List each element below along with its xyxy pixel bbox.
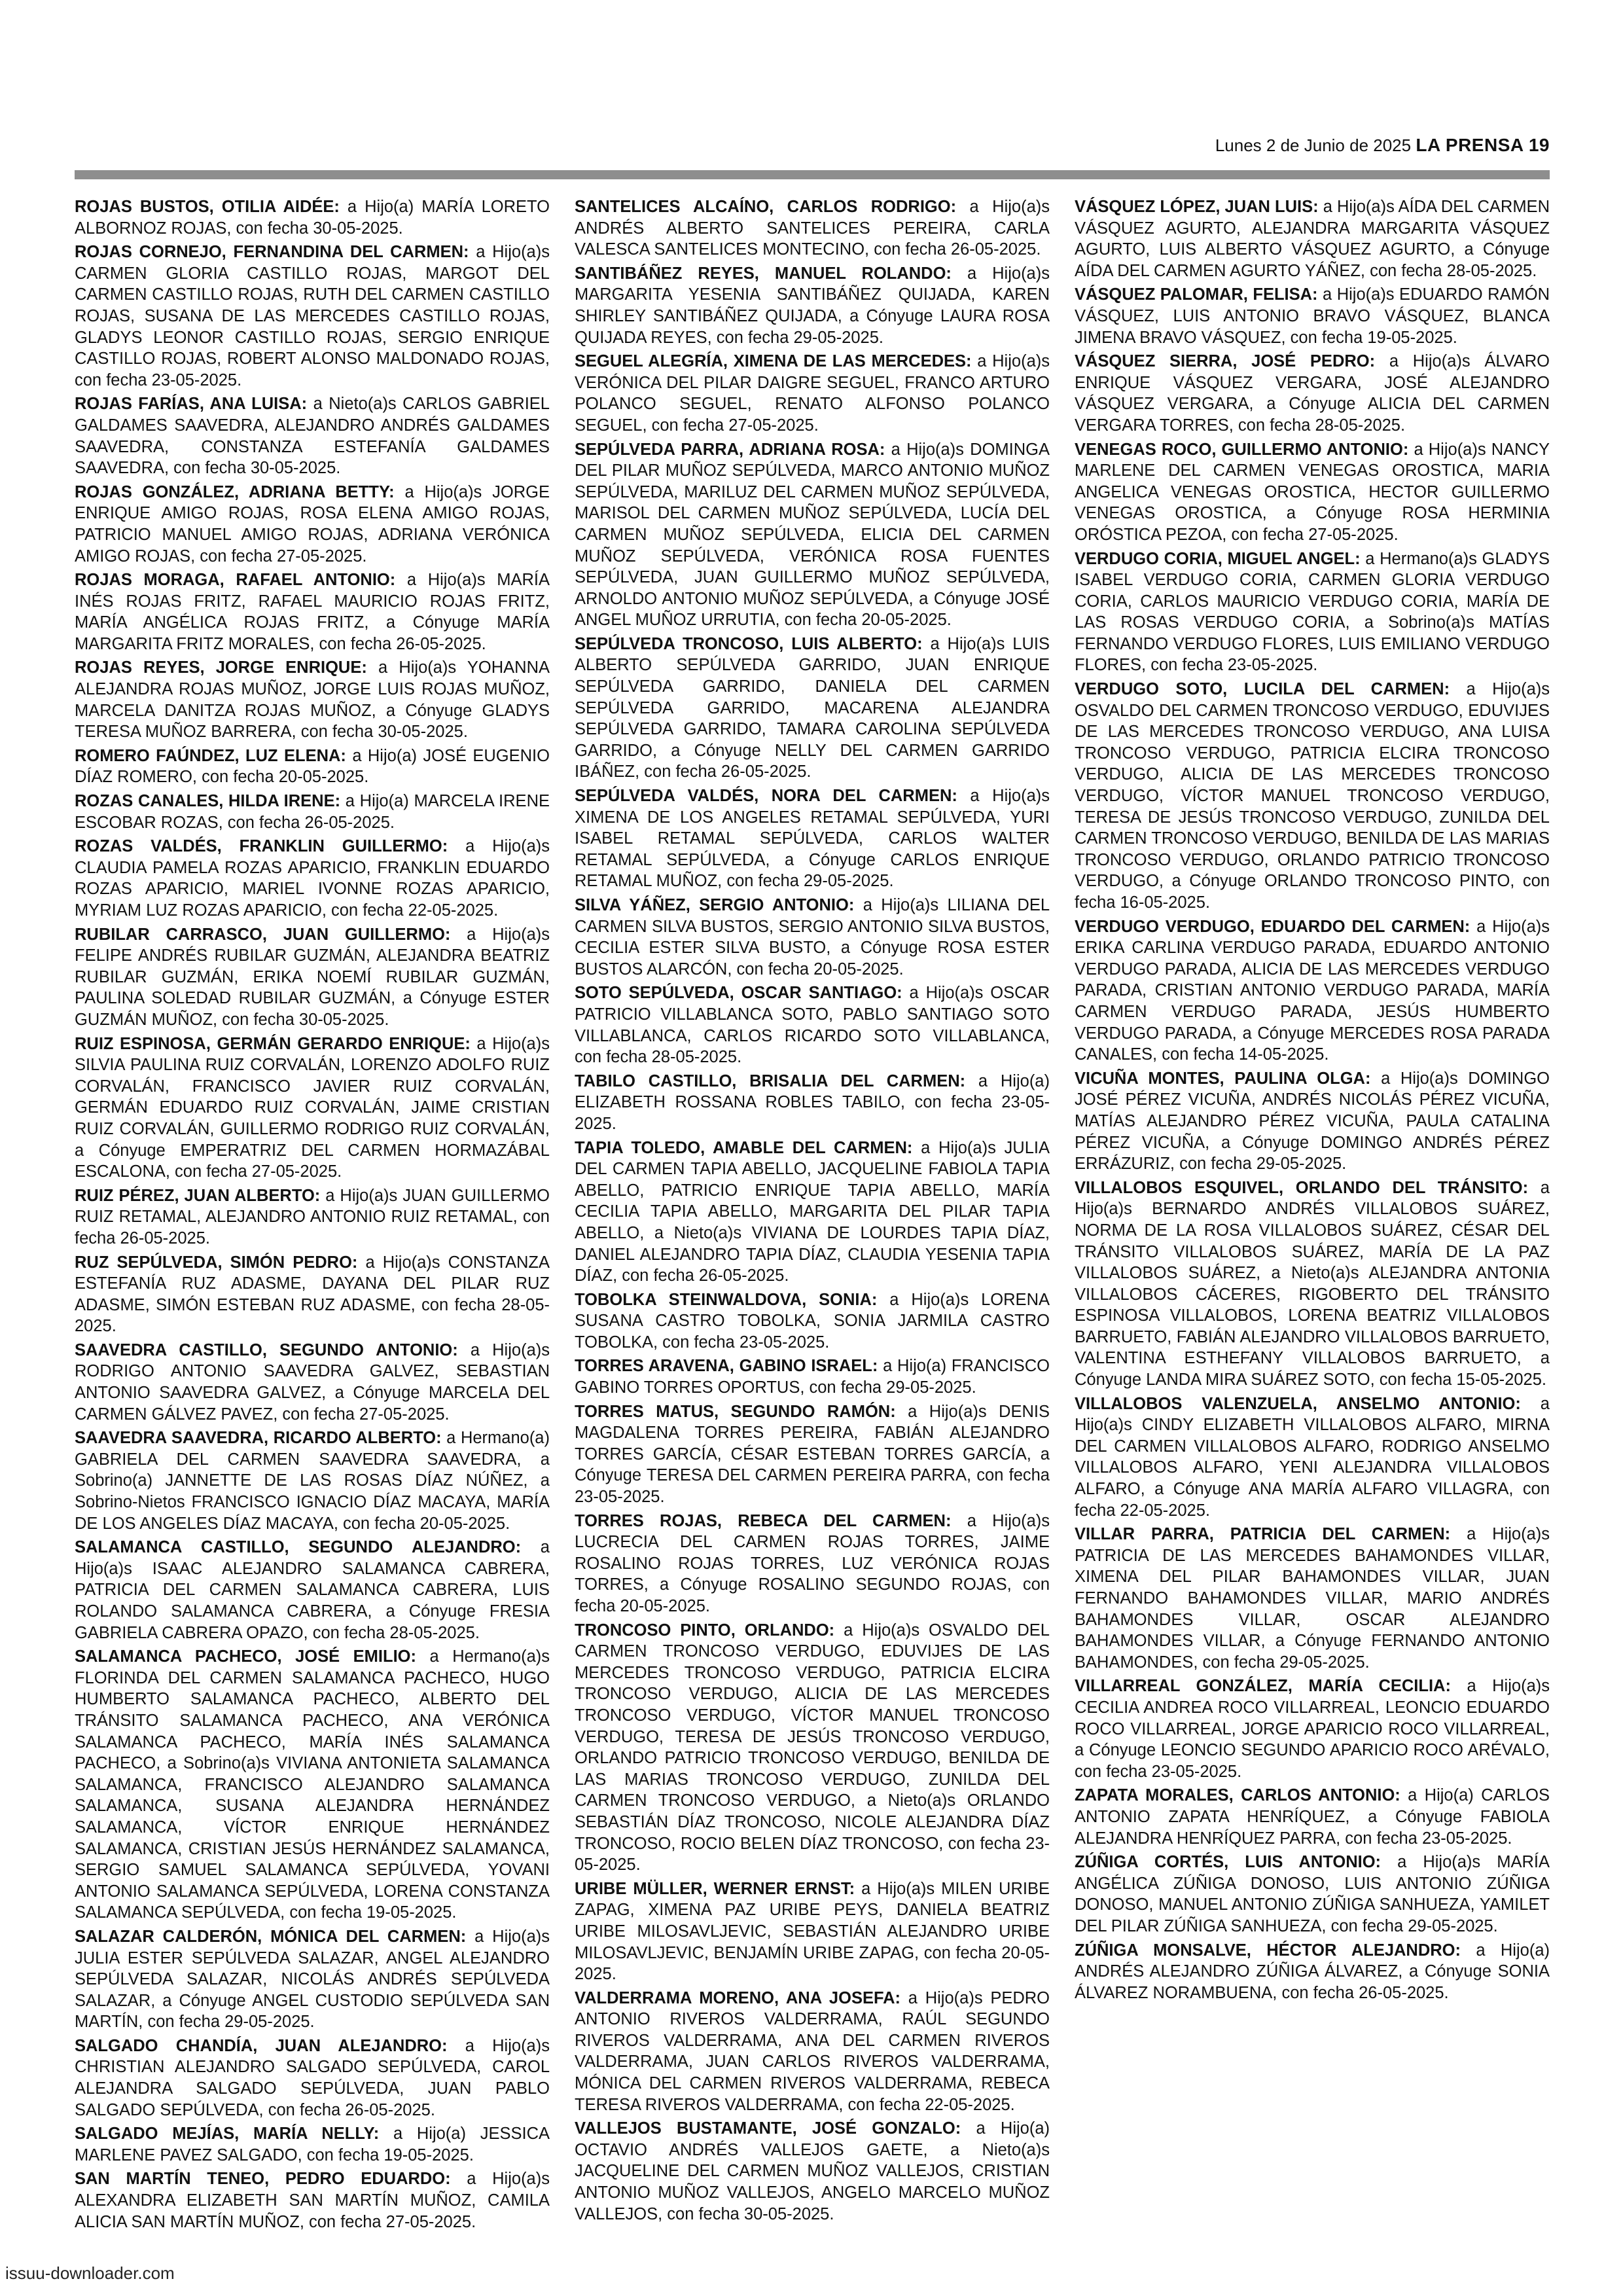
heirs-text: a Hijo(a)s CINDY ELIZABETH VILLALOBOS ALFARO, MIRNA DEL CARMEN VILLALOBOS ALFARO, RODRIGO ANSELMO VILLALOBOS ALFARO, YENI ALEJANDRA VILLALOBOS ALFARO, a Cónyuge ANA MARÍA ALFARO VILLAGRA, con fecha 22-05-2025. [1075, 1394, 1550, 1520]
heirs-text: a Hijo(a)s OSVALDO DEL CARMEN TRONCOSO VERDUGO, EDUVIJES DE LAS MERCEDES TRONCOSO VERDUGO, PATRICIA ELCIRA TRONCOSO VERDUGO, ALICIA DE LAS MERCEDES TRONCOSO VERDUGO, VÍCTOR MANUEL TRONCOSO VERDUGO, TERESA DE JESÚS TRONCOSO VERDUGO, ORLANDO PATRICIO TRONCOSO VERDUGO, BENILDA DE LAS MARIAS TRONCOSO VERDUGO, ZUNILDA DEL CARMEN TRONCOSO VERDUGO, a Nieto(a)s ORLANDO SEBASTIÁN DÍAZ TRONCOSO, NICOLE ALEJANDRA DÍAZ TRONCOSO, ROCIO BELEN DÍAZ TRONCOSO, con fecha 23-05-2025. [575, 1621, 1050, 1874]
heirs-text: a Hijo(a)s ANDRÉS ALBERTO SANTELICES PEREIRA, CARLA VALESCA SANTELICES MONTECINO, con fecha 26-05-2025. [575, 198, 1050, 259]
heirs-text: a Hijo(a)s ISAAC ALEJANDRO SALAMANCA CABRERA, PATRICIA DEL CARMEN SALAMANCA CABRERA, LUIS ROLANDO SALAMANCA CABRERA, a Cónyuge FRESIA GABRIELA CABRERA OPAZO, con fecha 28-05-2025. [75, 1538, 550, 1642]
heirs-text: a Hijo(a)s CARMEN GLORIA CASTILLO ROJAS, MARGOT DEL CARMEN CASTILLO ROJAS, RUTH DEL CARMEN CASTILLO ROJAS, SUSANA DE LAS MERCEDES CASTILLO ROJAS, GLADYS LEONOR CASTILLO ROJAS, SERGIO ENRIQUE CASTILLO ROJAS, ROBERT ALONSO MALDONADO ROJAS, con fecha 23-05-2025. [75, 243, 550, 389]
notice-entry [575, 1289, 1050, 1354]
heirs-text: a Hijo(a)s FELIPE ANDRÉS RUBILAR GUZMÁN, ALEJANDRA BEATRIZ RUBILAR GUZMÁN, ERIKA NOEMÍ RUBILAR GUZMÁN, PAULINA SOLEDAD RUBILAR GUZMÁN, a Cónyuge ESTER GUZMÁN MUÑOZ, con fecha 30-05-2025. [75, 925, 550, 1029]
deceased-name: VERDUGO SOTO, LUCILA DEL CARMEN: [1075, 680, 1450, 699]
deceased-name: SEPÚLVEDA TRONCOSO, LUIS ALBERTO: [575, 634, 923, 653]
column-1 [75, 196, 550, 2231]
notice-entry [75, 1427, 550, 1534]
page-header [75, 134, 1550, 156]
deceased-name: RUBILAR CARRASCO, JUAN GUILLERMO: [75, 925, 451, 944]
deceased-name: SALAMANCA PACHECO, JOSÉ EMILIO: [75, 1647, 416, 1666]
heirs-text: a Hermano(a) GABRIELA DEL CARMEN SAAVEDRA SAAVEDRA, a Sobrino(a) JANNETTE DE LAS ROSAS DÍAZ NÚÑEZ, a Sobrino-Nietos FRANCISCO IGNACIO DÍAZ MACAYA, MARÍA DE LOS ANGELES DÍAZ MACAYA, con fecha 20-05-2025. [75, 1429, 550, 1533]
notice-entry [75, 1185, 550, 1249]
deceased-name: SAN MARTÍN TENEO, PEDRO EDUARDO: [75, 2170, 451, 2189]
heirs-text: a Hijo(a)s YOHANNA ALEJANDRA ROJAS MUÑOZ, JORGE LUIS ROJAS MUÑOZ, MARCELA DANITZA ROJAS MUÑOZ, a Cónyuge GLADYS TERESA MUÑOZ BARRERA, con fecha 30-05-2025. [75, 658, 550, 742]
deceased-name: SEGUEL ALEGRÍA, XIMENA DE LAS MERCEDES: [575, 352, 972, 371]
heirs-text: a Hijo(a)s MILEN URIBE ZAPAG, XIMENA PAZ URIBE PEYS, DANIELA BEATRIZ URIBE MILOSAVLJEVIC, SEBASTIÁN ALEJANDRO URIBE MILOSAVLJEVIC, BENJAMÍN URIBE ZAPAG, con fecha 20-05-2025. [575, 1879, 1050, 1984]
heirs-text: a Hijo(a)s NANCY MARLENE DEL CARMEN VENEGAS OROSTICA, MARIA ANGELICA VENEGAS OROSTICA, HECTOR GUILLERMO VENEGAS OROSTICA, a Cónyuge ROSA HERMINIA ORÓSTICA PEZOA, con fecha 27-05-2025. [1075, 440, 1550, 544]
deceased-name: TAPIA TOLEDO, AMABLE DEL CARMEN: [575, 1138, 913, 1157]
deceased-name: TRONCOSO PINTO, ORLANDO: [575, 1621, 835, 1640]
notice-entry [75, 1033, 550, 1183]
deceased-name: VENEGAS ROCO, GUILLERMO ANTONIO: [1075, 440, 1409, 459]
notice-entry [1075, 916, 1550, 1066]
deceased-name: ROMERO FAÚNDEZ, LUZ ELENA: [75, 746, 346, 765]
heirs-text: a Hijo(a) CARLOS ANTONIO ZAPATA HENRÍQUEZ, a Cónyuge FABIOLA ALEJANDRA HENRÍQUEZ PARRA, con fecha 23-05-2025. [1075, 1786, 1550, 1848]
notice-entry [575, 634, 1050, 783]
notice-entry [575, 785, 1050, 892]
notice-entry [75, 2036, 550, 2121]
deceased-name: SALGADO CHANDÍA, JUAN ALEJANDRO: [75, 2036, 448, 2055]
deceased-name: SANTELICES ALCAÍNO, CARLOS RODRIGO: [575, 198, 957, 216]
heirs-text: a Hijo(a)s CECILIA ANDREA ROCO VILLARREAL, LEONCIO EDUARDO ROCO VILLARREAL, JORGE APARICIO ROCO VILLARREAL, a Cónyuge LEONCIO SEGUNDO APARICIO ROCO ARÉVALO, con fecha 23-05-2025. [1075, 1677, 1550, 1781]
deceased-name: VILLALOBOS ESQUIVEL, ORLANDO DEL TRÁNSITO: [1075, 1178, 1529, 1197]
deceased-name: VILLARREAL GONZÁLEZ, MARÍA CECILIA: [1075, 1677, 1451, 1696]
deceased-name: VILLALOBOS VALENZUELA, ANSELMO ANTONIO: [1075, 1394, 1521, 1413]
notice-entry [75, 924, 550, 1031]
notice-entry [575, 351, 1050, 436]
deceased-name: ROJAS BUSTOS, OTILIA AIDÉE: [75, 198, 340, 216]
notice-entry [75, 1537, 550, 1643]
notice-entry [75, 1340, 550, 1425]
notice-entry [575, 1071, 1050, 1135]
deceased-name: VÁSQUEZ LÓPEZ, JUAN LUIS: [1075, 198, 1319, 216]
heirs-text: a Hijo(a) JOSÉ EUGENIO DÍAZ ROMERO, con fecha 20-05-2025. [75, 746, 550, 787]
deceased-name: ZÚÑIGA MONSALVE, HÉCTOR ALEJANDRO: [1075, 1941, 1461, 1960]
notice-entry [1075, 351, 1550, 436]
notice-entry [75, 393, 550, 478]
deceased-name: SILVA YÁÑEZ, SERGIO ANTONIO: [575, 896, 855, 914]
column-2 [575, 196, 1050, 2223]
deceased-name: ROJAS FARÍAS, ANA LUISA: [75, 395, 308, 414]
heirs-text: a Hijo(a)s VERÓNICA DEL PILAR DAIGRE SEGUEL, FRANCO ARTURO POLANCO SEGUEL, RENATO ALFONSO POLANCO SEGUEL, con fecha 27-05-2025. [575, 352, 1050, 435]
deceased-name: SALAMANCA CASTILLO, SEGUNDO ALEJANDRO: [75, 1538, 522, 1557]
heirs-text: a Hijo(a)s ÁLVARO ENRIQUE VÁSQUEZ VERGARA, JOSÉ ALEJANDRO VÁSQUEZ VERGARA, a Cónyuge ALICIA DEL CARMEN VERGARA TORRES, con fecha 28-05-2025. [1075, 352, 1550, 435]
deceased-name: SALGADO MEJÍAS, MARÍA NELLY: [75, 2125, 380, 2144]
heirs-text: a Hijo(a)s JULIA DEL CARMEN TAPIA ABELLO, JACQUELINE FABIOLA TAPIA ABELLO, PATRICIO ENRIQUE TAPIA ABELLO, MARÍA CECILIA TAPIA ABELLO, MARGARITA DEL PILAR TAPIA ABELLO, a Nieto(a)s VIVIANA DE LOURDES TAPIA DÍAZ, DANIEL ALEJANDRO TAPIA DÍAZ, CLAUDIA YESENIA TAPIA DÍAZ, con fecha 26-05-2025. [575, 1138, 1050, 1285]
deceased-name: ZAPATA MORALES, CARLOS ANTONIO: [1075, 1786, 1400, 1805]
deceased-name: ROZAS CANALES, HILDA IRENE: [75, 792, 341, 811]
heirs-text: a Hermano(a)s GLADYS ISABEL VERDUGO CORIA, CARMEN GLORIA VERDUGO CORIA, CARLOS MAURICIO VERDUGO CORIA, MARÍA DE LAS ROSAS VERDUGO CORIA, a Sobrino(a)s MATÍAS FERNANDO VERDUGO FLORES, LUIS EMILIANO VERDUGO FLORES, con fecha 23-05-2025. [1075, 549, 1550, 675]
deceased-name: TORRES ARAVENA, GABINO ISRAEL: [575, 1357, 878, 1376]
notice-entry [75, 1926, 550, 2033]
deceased-name: ROJAS GONZÁLEZ, ADRIANA BETTY: [75, 482, 395, 501]
notice-entry [575, 1355, 1050, 1398]
heirs-text: a Hijo(a)s LUIS ALBERTO SEPÚLVEDA GARRIDO, JUAN ENRIQUE SEPÚLVEDA GARRIDO, DANIELA DEL CARMEN SEPÚLVEDA GARRIDO, MACARENA ALEJANDRA SEPÚLVEDA GARRIDO, TAMARA CAROLINA SEPÚLVEDA GARRIDO, a Cónyuge NELLY DEL CARMEN GARRIDO IBÁÑEZ, con fecha 26-05-2025. [575, 634, 1050, 781]
notice-entry [575, 263, 1050, 348]
notice-entry [575, 2118, 1050, 2225]
deceased-name: VÁSQUEZ PALOMAR, FELISA: [1075, 285, 1318, 304]
notice-entry [1075, 1177, 1550, 1391]
notice-entry [1075, 548, 1550, 677]
notice-entry [1075, 679, 1550, 914]
column-3 [1075, 196, 1550, 2199]
notice-entry [1075, 196, 1550, 281]
header-rule [75, 170, 1550, 179]
heirs-text: a Hijo(a) JESSICA MARLENE PAVEZ SALGADO, con fecha 19-05-2025. [75, 2125, 550, 2164]
heirs-text: a Hijo(a)s MARÍA ANGÉLICA ZÚÑIGA DONOSO, LUIS ANTONIO ZÚÑIGA DONOSO, MANUEL ANTONIO ZÚÑIGA SANHUEZA, YAMILET DEL PILAR ZÚÑIGA SANHUEZA, con fecha 29-05-2025. [1075, 1853, 1550, 1935]
deceased-name: SEPÚLVEDA PARRA, ADRIANA ROSA: [575, 440, 885, 459]
notice-entry [1075, 284, 1550, 348]
notice-entry [75, 1646, 550, 1924]
deceased-name: RUIZ ESPINOSA, GERMÁN GERARDO ENRIQUE: [75, 1034, 471, 1053]
heirs-text: a Hijo(a)s CONSTANZA ESTEFANÍA RUZ ADASME, DAYANA DEL PILAR RUZ ADASME, SIMÓN ESTEBAN RUZ ADASME, con fecha 28-05-2025. [75, 1253, 550, 1336]
heirs-text: a Hijo(a)s JUAN GUILLERMO RUIZ RETAMAL, ALEJANDRO ANTONIO RUIZ RETAMAL, con fecha 26-05-2025. [75, 1186, 550, 1247]
heirs-text: a Hijo(a)s JULIA ESTER SEPÚLVEDA SALAZAR, ANGEL ALEJANDRO SEPÚLVEDA SALAZAR, NICOLÁS ANDRÉS SEPÚLVEDA SALAZAR, a Cónyuge ANGEL CUSTODIO SEPÚLVEDA SAN MARTÍN, con fecha 29-05-2025. [75, 1927, 550, 2032]
notice-entry [575, 982, 1050, 1067]
notice-entry [75, 2123, 550, 2166]
heirs-text: a Hijo(a)s ALEXANDRA ELIZABETH SAN MARTÍN MUÑOZ, CAMILA ALICIA SAN MARTÍN MUÑOZ, con fecha 27-05-2025. [75, 2170, 550, 2231]
heirs-text: a Hijo(a)s MARGARITA YESENIA SANTIBÁÑEZ QUIJADA, KAREN SHIRLEY SANTIBÁÑEZ QUIJADA, a Cónyuge LAURA ROSA QUIJADA REYES, con fecha 29-05-2025. [575, 264, 1050, 347]
heirs-text: a Hijo(a)s CLAUDIA PAMELA ROZAS APARICIO, FRANKLIN EDUARDO ROZAS APARICIO, MARIEL IVONNE ROZAS APARICIO, MYRIAM LUZ ROZAS APARICIO, con fecha 22-05-2025. [75, 837, 550, 920]
issue-date: Lunes 2 de Junio de 2025 [1215, 135, 1412, 155]
heirs-text: a Hijo(a)s OSVALDO DEL CARMEN TRONCOSO VERDUGO, EDUVIJES DE LAS MERCEDES TRONCOSO VERDUGO, ANA LUISA TRONCOSO VERDUGO, PATRICIA ELCIRA TRONCOSO VERDUGO, ALICIA DE LAS MERCEDES TRONCOSO VERDUGO, VÍCTOR MANUEL TRONCOSO VERDUGO, TERESA DE JESÚS TRONCOSO VERDUGO, ZUNILDA DEL CARMEN TRONCOSO VERDUGO, BENILDA DE LAS MARIAS TRONCOSO VERDUGO, ORLANDO PATRICIO TRONCOSO VERDUGO, a Cónyuge ORLANDO TRONCOSO PINTO, con fecha 16-05-2025. [1075, 680, 1550, 912]
heirs-text: a Hijo(a)s SILVIA PAULINA RUIZ CORVALÁN, LORENZO ADOLFO RUIZ CORVALÁN, FRANCISCO JAVIER RUIZ CORVALÁN, GERMÁN EDUARDO RUIZ CORVALÁN, JAIME CRISTIAN RUIZ CORVALÁN, GUILLERMO RODRIGO RUIZ CORVALÁN, a Cónyuge EMPERATRIZ DEL CARMEN HORMAZÁBAL ESCALONA, con fecha 27-05-2025. [75, 1034, 550, 1181]
deceased-name: ROZAS VALDÉS, FRANKLIN GUILLERMO: [75, 837, 448, 856]
page-number: 19 [1528, 135, 1550, 155]
heirs-text: a Hijo(a)s PATRICIA DE LAS MERCEDES BAHAMONDES VILLAR, XIMENA DEL PILAR BAHAMONDES VILLAR, JUAN FERNANDO BAHAMONDES VILLAR, MARIO ANDRÉS BAHAMONDES VILLAR, OSCAR ALEJANDRO BAHAMONDES VILLAR, a Cónyuge FERNANDO ANTONIO BAHAMONDES, con fecha 29-05-2025. [1075, 1525, 1550, 1672]
heirs-text: a Hijo(a) FRANCISCO GABINO TORRES OPORTUS, con fecha 29-05-2025. [575, 1357, 1050, 1397]
deceased-name: SAAVEDRA SAAVEDRA, RICARDO ALBERTO: [75, 1429, 442, 1448]
heirs-text: a Hijo(a)s JORGE ENRIQUE AMIGO ROJAS, ROSA ELENA AMIGO ROJAS, PATRICIO MANUEL AMIGO ROJAS, ADRIANA VERÓNICA AMIGO ROJAS, con fecha 27-05-2025. [75, 482, 550, 565]
deceased-name: VALLEJOS BUSTAMANTE, JOSÉ GONZALO: [575, 2119, 961, 2138]
deceased-name: ZÚÑIGA CORTÉS, LUIS ANTONIO: [1075, 1853, 1382, 1872]
heirs-text: a Hijo(a) OCTAVIO ANDRÉS VALLEJOS GAETE, a Nieto(a)s JACQUELINE DEL CARMEN MUÑOZ VALLEJOS, CRISTIAN ANTONIO MUÑOZ VALLEJOS, ANGELO MARCELO MUÑOZ VALLEJOS, con fecha 30-05-2025. [575, 2119, 1050, 2223]
deceased-name: RUZ SEPÚLVEDA, SIMÓN PEDRO: [75, 1253, 358, 1272]
heirs-text: a Hijo(a)s AÍDA DEL CARMEN VÁSQUEZ AGURTO, ALEJANDRA MARGARITA VÁSQUEZ AGURTO, LUIS ALBERTO VÁSQUEZ AGURTO, a Cónyuge AÍDA DEL CARMEN AGURTO YÁÑEZ, con fecha 28-05-2025. [1075, 198, 1550, 280]
notice-entry [1075, 1785, 1550, 1849]
deceased-name: SOTO SEPÚLVEDA, OSCAR SANTIAGO: [575, 984, 902, 1003]
deceased-name: VICUÑA MONTES, PAULINA OLGA: [1075, 1069, 1371, 1088]
heirs-text: a Hijo(a)s ERIKA CARLINA VERDUGO PARADA, EDUARDO ANTONIO VERDUGO PARADA, ALICIA DE LAS MERCEDES VERDUGO PARADA, CRISTIAN ANTONIO VERDUGO PARADA, MARÍA CARMEN VERDUGO PARADA, JESÚS HUMBERTO VERDUGO PARADA, a Cónyuge MERCEDES ROSA PARADA CANALES, con fecha 14-05-2025. [1075, 917, 1550, 1064]
notice-entry [75, 791, 550, 833]
deceased-name: TABILO CASTILLO, BRISALIA DEL CARMEN: [575, 1071, 966, 1090]
heirs-text: a Hijo(a) ELIZABETH ROSSANA ROBLES TABILO, con fecha 23-05-2025. [575, 1071, 1050, 1133]
watermark: issuu-downloader.com [5, 2263, 175, 2283]
notice-entry [75, 196, 550, 239]
notice-entry [575, 1620, 1050, 1876]
deceased-name: SANTIBÁÑEZ REYES, MANUEL ROLANDO: [575, 264, 952, 283]
deceased-name: VERDUGO VERDUGO, EDUARDO DEL CARMEN: [1075, 917, 1471, 936]
deceased-name: TORRES ROJAS, REBECA DEL CARMEN: [575, 1511, 952, 1530]
deceased-name: VÁSQUEZ SIERRA, JOSÉ PEDRO: [1075, 352, 1376, 371]
notice-entry [575, 1878, 1050, 1985]
heirs-text: a Hijo(a)s OSCAR PATRICIO VILLABLANCA SOTO, PABLO SANTIAGO SOTO VILLABLANCA, CARLOS RICARDO SOTO VILLABLANCA, con fecha 28-05-2025. [575, 984, 1050, 1067]
notice-entry [575, 196, 1050, 260]
deceased-name: VILLAR PARRA, PATRICIA DEL CARMEN: [1075, 1525, 1451, 1544]
notice-entry [575, 1401, 1050, 1508]
deceased-name: ROJAS CORNEJO, FERNANDINA DEL CARMEN: [75, 243, 469, 262]
notice-entry [75, 2168, 550, 2233]
notice-entry [1075, 1852, 1550, 1937]
notice-entry [75, 1252, 550, 1337]
notice-entry [1075, 1068, 1550, 1175]
deceased-name: VALDERRAMA MORENO, ANA JOSEFA: [575, 1988, 901, 2007]
heirs-text: a Hijo(a)s LUCRECIA DEL CARMEN ROJAS TORRES, JAIME ROSALINO ROJAS TORRES, LUZ VERÓNICA ROJAS TORRES, a Cónyuge ROSALINO SEGUNDO ROJAS, con fecha 20-05-2025. [575, 1511, 1050, 1615]
notice-entry [575, 439, 1050, 631]
heirs-text: a Hijo(a)s LILIANA DEL CARMEN SILVA BUSTOS, SERGIO ANTONIO SILVA BUSTOS, CECILIA ESTER SILVA BUSTO, a Cónyuge ROSA ESTER BUSTOS ALARCÓN, con fecha 20-05-2025. [575, 896, 1050, 978]
notice-entry [75, 745, 550, 788]
notice-entry [575, 1988, 1050, 2116]
notice-entry [75, 569, 550, 655]
deceased-name: TORRES MATUS, SEGUNDO RAMÓN: [575, 1402, 896, 1421]
notice-entry [1075, 439, 1550, 546]
deceased-name: RUIZ PÉREZ, JUAN ALBERTO: [75, 1186, 321, 1205]
heirs-text: a Hijo(a)s PEDRO ANTONIO RIVEROS VALDERRAMA, RAÚL SEGUNDO RIVEROS VALDERRAMA, ANA DEL CARMEN RIVEROS VALDERRAMA, JUAN CARLOS RIVEROS VALDERRAMA, MÓNICA DEL CARMEN RIVEROS VALDERRAMA, REBECA TERESA RIVEROS VALDERRAMA, con fecha 22-05-2025. [575, 1988, 1050, 2114]
heirs-text: a Hijo(a) MARÍA LORETO ALBORNOZ ROJAS, con fecha 30-05-2025. [75, 198, 550, 238]
notice-entry [75, 657, 550, 742]
deceased-name: URIBE MÜLLER, WERNER ERNST: [575, 1879, 855, 1898]
heirs-text: a Hijo(a)s MARÍA INÉS ROJAS FRITZ, RAFAEL MAURICIO ROJAS FRITZ, MARÍA ANGÉLICA ROJAS FRITZ, a Cónyuge MARÍA MARGARITA FRITZ MORALES, con fecha 26-05-2025. [75, 571, 550, 653]
heirs-text: a Hijo(a) ANDRÉS ALEJANDRO ZÚÑIGA ÁLVAREZ, a Cónyuge SONIA ÁLVAREZ NORAMBUENA, con fecha 26-05-2025. [1075, 1941, 1550, 2002]
newspaper-name: LA PRENSA [1416, 135, 1524, 155]
deceased-name: VERDUGO CORIA, MIGUEL ANGEL: [1075, 549, 1361, 568]
notice-entry [1075, 1524, 1550, 1673]
heirs-text: a Nieto(a)s CARLOS GABRIEL GALDAMES SAAVEDRA, ALEJANDRO ANDRÉS GALDAMES SAAVEDRA, CONSTANZA ESTEFANÍA GALDAMES SAAVEDRA, con fecha 30-05-2025. [75, 395, 550, 478]
notice-entry [75, 482, 550, 567]
notice-entry [575, 1511, 1050, 1617]
notice-entry [575, 1138, 1050, 1287]
notice-entry [1075, 1940, 1550, 2004]
deceased-name: ROJAS MORAGA, RAFAEL ANTONIO: [75, 571, 396, 590]
heirs-text: a Hermano(a)s FLORINDA DEL CARMEN SALAMANCA PACHECO, HUGO HUMBERTO SALAMANCA PACHECO, ALBERTO DEL TRÁNSITO SALAMANCA PACHECO, ANA VERÓNICA SALAMANCA PACHECO, MARÍA INÉS SALAMANCA PACHECO, a Sobrino(a)s VIVIANA ANTONIETA SALAMANCA SALAMANCA, FRANCISCO ALEJANDRO SALAMANCA SALAMANCA, SUSANA ALEJANDRA HERNÁNDEZ SALAMANCA, VÍCTOR ENRIQUE HERNÁNDEZ SALAMANCA, CRISTIAN JESÚS HERNÁNDEZ SALAMANCA, SERGIO SAMUEL SALAMANCA SEPÚLVEDA, YOVANI ANTONIO SALAMANCA SEPÚLVEDA, LORENA CONSTANZA SALAMANCA SEPÚLVEDA, con fecha 19-05-2025. [75, 1647, 550, 1922]
notice-entry [1075, 1676, 1550, 1782]
heirs-text: a Hijo(a)s XIMENA DE LOS ANGELES RETAMAL SEPÚLVEDA, YURI ISABEL RETAMAL SEPÚLVEDA, CARLOS WALTER RETAMAL SEPÚLVEDA, a Cónyuge CARLOS ENRIQUE RETAMAL MUÑOZ, con fecha 29-05-2025. [575, 787, 1050, 891]
heirs-text: a Hijo(a)s DOMINGO JOSÉ PÉREZ VICUÑA, ANDRÉS NICOLÁS PÉREZ VICUÑA, MATÍAS ALEJANDRO PÉREZ VICUÑA, PAULA CATALINA PÉREZ VICUÑA, a Cónyuge DOMINGO ANDRÉS PÉREZ ERRÁZURIZ, con fecha 29-05-2025. [1075, 1069, 1550, 1174]
notice-entry [575, 895, 1050, 980]
deceased-name: SEPÚLVEDA VALDÉS, NORA DEL CARMEN: [575, 787, 957, 806]
heirs-text: a Hijo(a)s RODRIGO ANTONIO SAAVEDRA GALVEZ, SEBASTIAN ANTONIO SAAVEDRA GALVEZ, a Cónyuge MARCELA DEL CARMEN GÁLVEZ PAVEZ, con fecha 27-05-2025. [75, 1340, 550, 1424]
deceased-name: TOBOLKA STEINWALDOVA, SONIA: [575, 1290, 878, 1309]
heirs-text: a Hijo(a)s LORENA SUSANA CASTRO TOBOLKA, SONIA JARMILA CASTRO TOBOLKA, con fecha 23-05-2025. [575, 1290, 1050, 1352]
deceased-name: SAAVEDRA CASTILLO, SEGUNDO ANTONIO: [75, 1340, 458, 1359]
heirs-text: a Hijo(a)s CHRISTIAN ALEJANDRO SALGADO SEPÚLVEDA, CAROL ALEJANDRA SALGADO SEPÚLVEDA, JUAN PABLO SALGADO SEPÚLVEDA, con fecha 26-05-2025. [75, 2036, 550, 2119]
notice-entry [75, 242, 550, 391]
notice-entry [75, 836, 550, 921]
heirs-text: a Hijo(a)s DOMINGA DEL PILAR MUÑOZ SEPÚLVEDA, MARCO ANTONIO MUÑOZ SEPÚLVEDA, MARILUZ DEL CARMEN MUÑOZ SEPÚLVEDA, MARISOL DEL CARMEN MUÑOZ SEPÚLVEDA, LUCÍA DEL CARMEN MUÑOZ SEPÚLVEDA, ELICIA DEL CARMEN MUÑOZ SEPÚLVEDA, VERÓNICA ROSA FUENTES SEPÚLVEDA, JUAN GUILLERMO MUÑOZ SEPÚLVEDA, ARNOLDO ANTONIO MUÑOZ SEPÚLVEDA, a Cónyuge JOSÉ ANGEL MUÑOZ URRUTIA, con fecha 20-05-2025. [575, 440, 1050, 630]
deceased-name: ROJAS REYES, JORGE ENRIQUE: [75, 658, 367, 677]
notice-entry [1075, 1393, 1550, 1522]
heirs-text: a Hijo(a) MARCELA IRENE ESCOBAR ROZAS, con fecha 26-05-2025. [75, 792, 550, 832]
heirs-text: a Hijo(a)s EDUARDO RAMÓN VÁSQUEZ, LUIS ANTONIO BRAVO VÁSQUEZ, BLANCA JIMENA BRAVO VÁSQUEZ, con fecha 19-05-2025. [1075, 285, 1550, 347]
deceased-name: SALAZAR CALDERÓN, MÓNICA DEL CARMEN: [75, 1927, 467, 1946]
heirs-text: a Hijo(a)s DENIS MAGDALENA TORRES PEREIRA, FABIÁN ALEJANDRO TORRES GARCÍA, CÉSAR ESTEBAN TORRES GARCÍA, a Cónyuge TERESA DEL CARMEN PEREIRA PARRA, con fecha 23-05-2025. [575, 1402, 1050, 1507]
notice-columns [75, 196, 1550, 2231]
heirs-text: a Hijo(a)s BERNARDO ANDRÉS VILLALOBOS SUÁREZ, NORMA DE LA ROSA VILLALOBOS SUÁREZ, CÉSAR DEL TRÁNSITO VILLALOBOS SUÁREZ, MARÍA DE LA PAZ VILLALOBOS SUÁREZ, a Nieto(a)s ALEJANDRA ANTONIA VILLALOBOS CÁCERES, RIGOBERTO DEL TRÁNSITO ESPINOSA VILLALOBOS, LORENA BEATRIZ VILLALOBOS BARRUETO, FABIÁN ALEJANDRO VILLALOBOS BARRUETO, VALENTINA ESTHEFANY VILLALOBOS BARRUETO, a Cónyuge LANDA MIRA SUÁREZ SOTO, con fecha 15-05-2025. [1075, 1178, 1550, 1390]
